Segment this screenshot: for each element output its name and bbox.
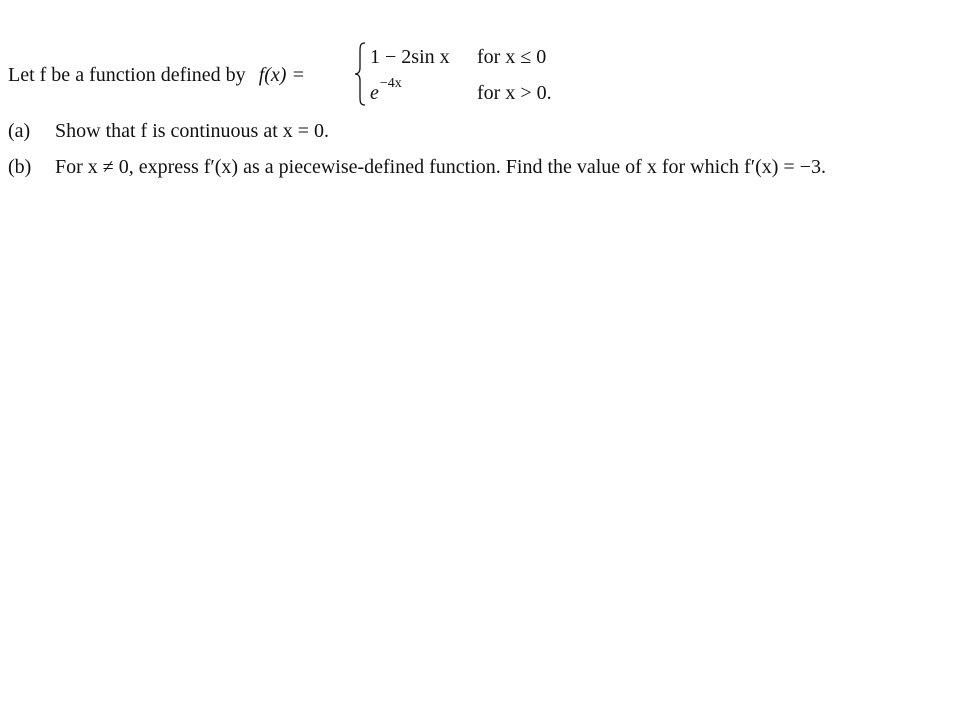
case-2-condition: for x > 0. bbox=[477, 82, 552, 104]
intro-text bbox=[8, 64, 305, 87]
problem-statement bbox=[8, 40, 948, 178]
function-lhs: f(x) = bbox=[258, 64, 305, 86]
case-1-expression: 1 − 2sin x bbox=[370, 46, 450, 68]
piecewise-brace bbox=[354, 42, 366, 106]
case-2-exponent: −4x bbox=[379, 76, 402, 91]
part-b-label: (b) bbox=[8, 156, 32, 178]
intro-label: Let f be a function defined by bbox=[8, 64, 246, 86]
part-b bbox=[8, 156, 826, 179]
part-a bbox=[8, 120, 329, 143]
case-2-base: e bbox=[370, 82, 379, 104]
case-2-expression bbox=[370, 76, 402, 105]
part-b-text: For x ≠ 0, express f′(x) as a piecewise-defined function. Find the value of x for which f′(x) = −3. bbox=[55, 156, 826, 178]
part-a-text: Show that f is continuous at x = 0. bbox=[55, 120, 330, 142]
function-definition bbox=[8, 40, 948, 112]
case-1-condition: for x ≤ 0 bbox=[477, 46, 547, 68]
part-a-label: (a) bbox=[8, 120, 31, 142]
